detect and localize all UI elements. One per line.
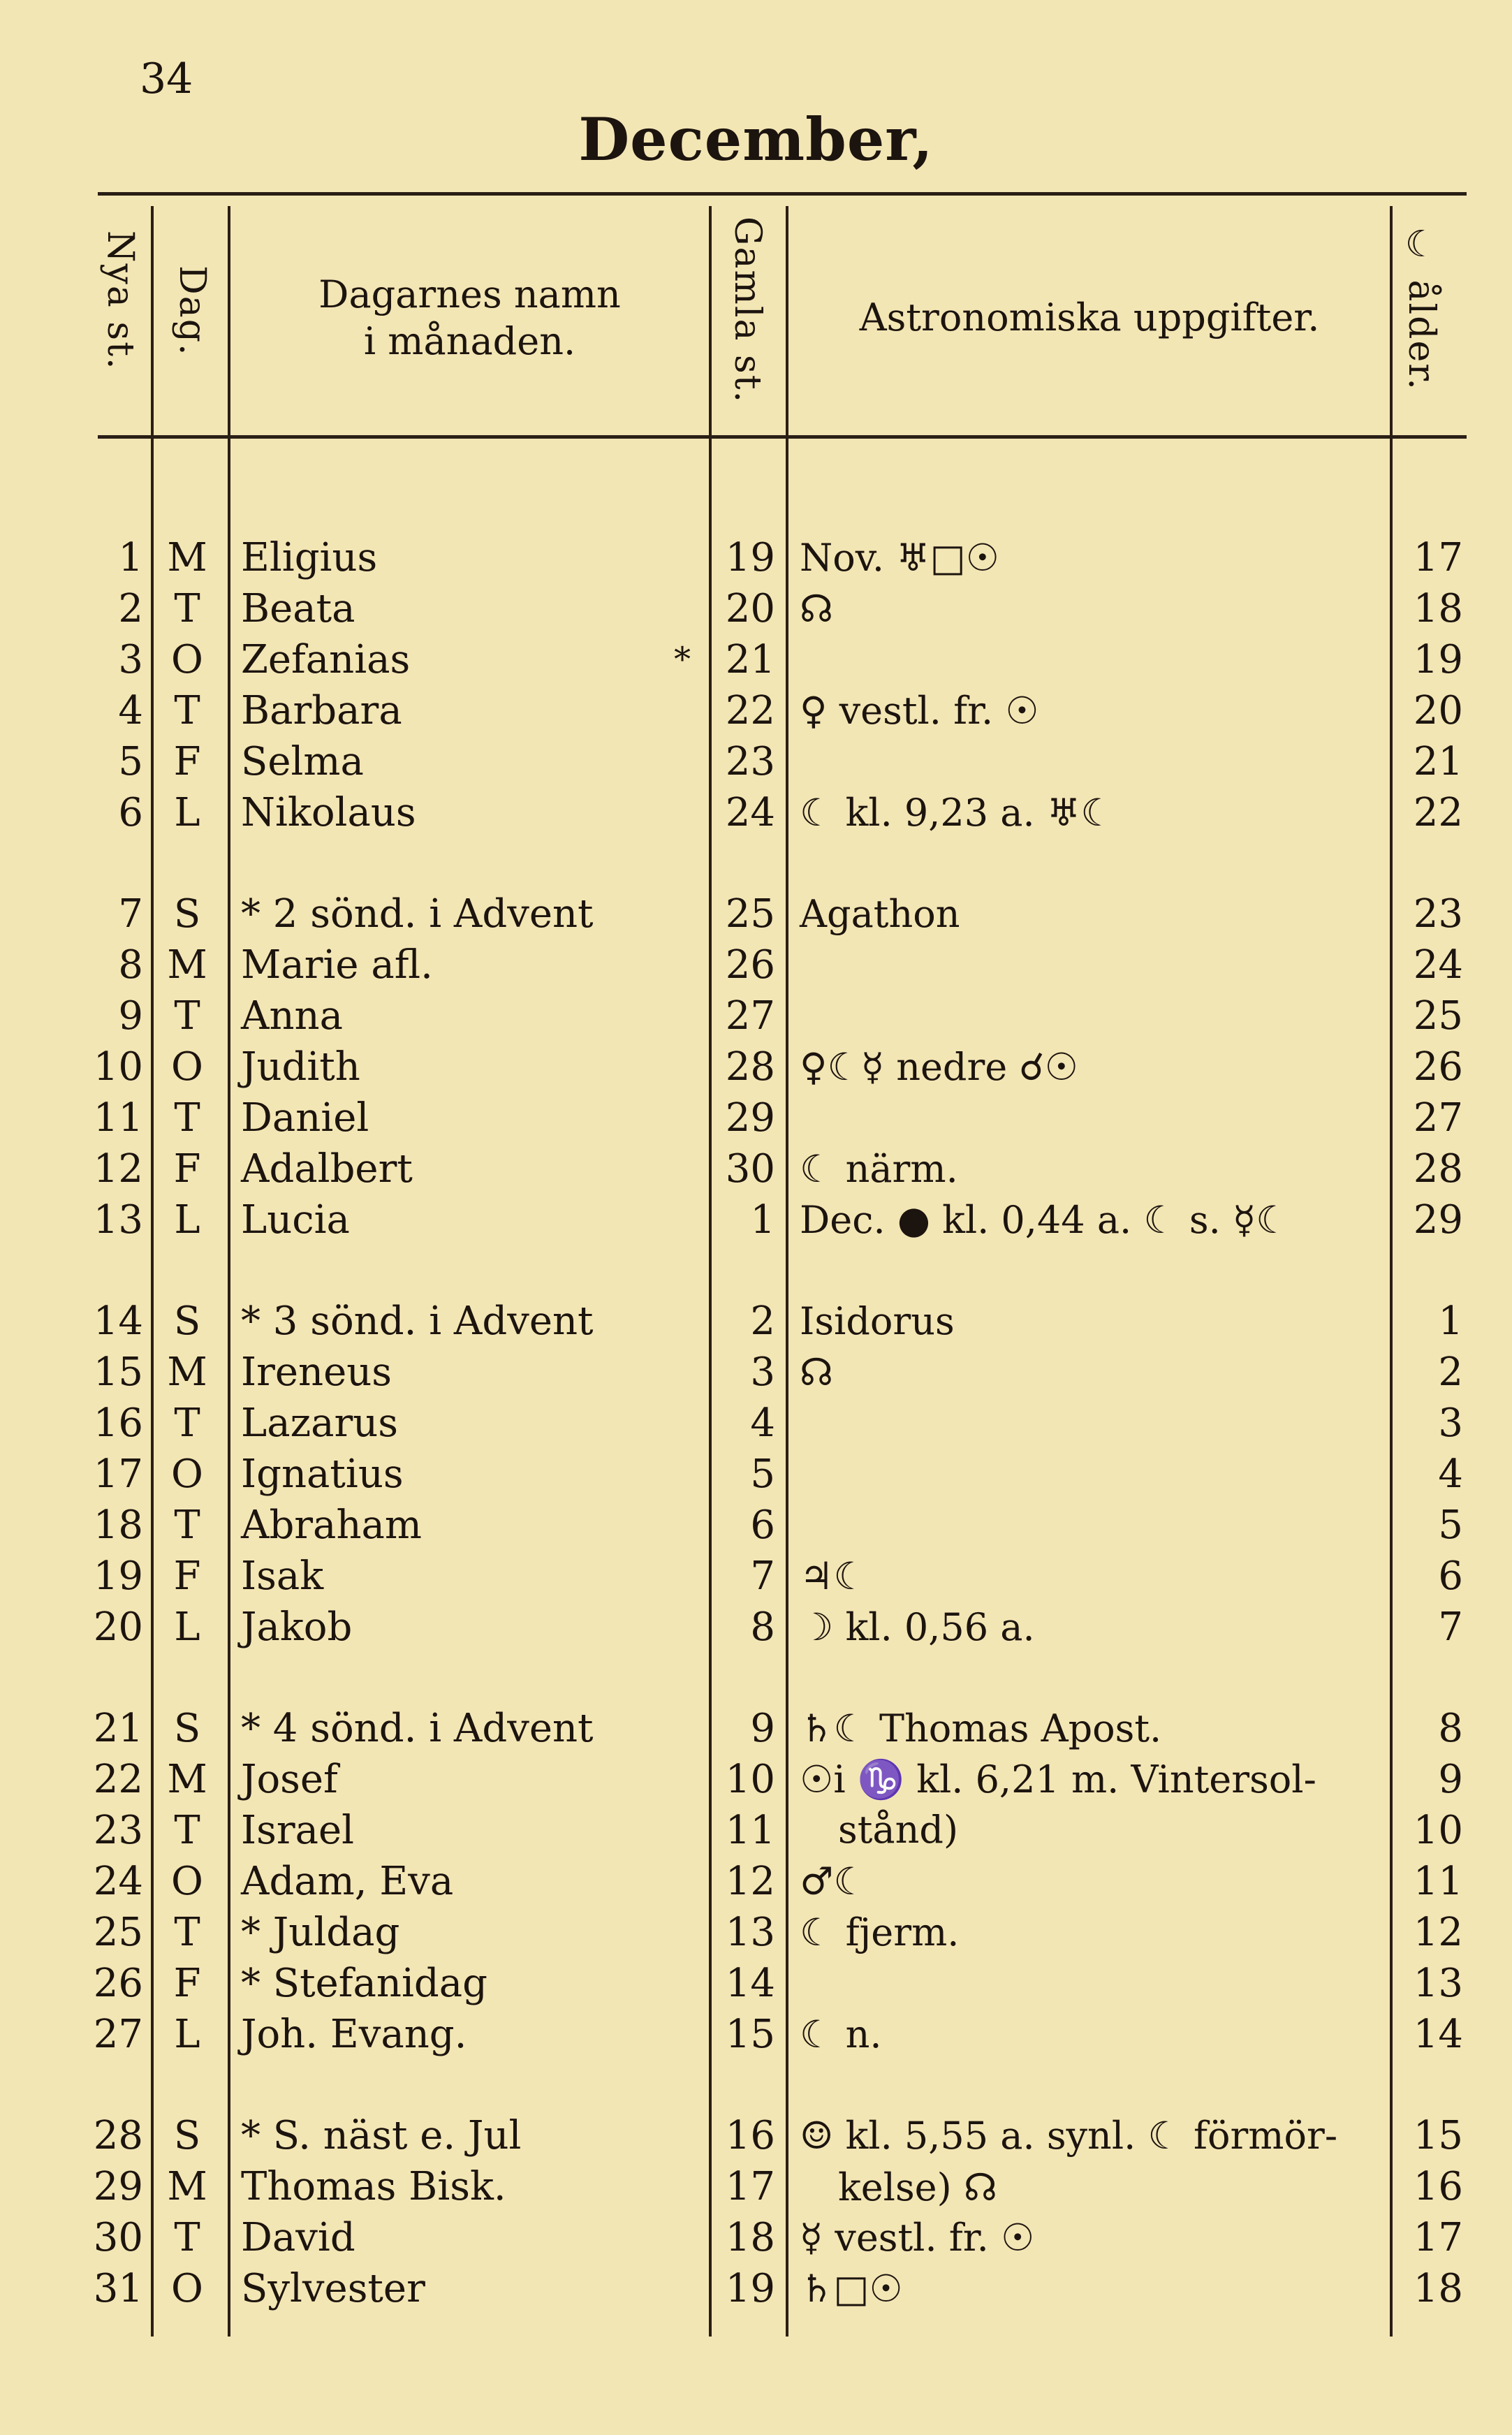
gamla-st-date: 3 [750, 1350, 775, 1395]
day-name: Selma [241, 739, 364, 784]
nya-st-date: 27 [93, 2012, 143, 2057]
table-row [0, 2110, 1512, 2161]
nya-st-date: 1 [118, 535, 143, 580]
astro-note: ♂☾ [800, 1859, 867, 1903]
moon-age: 12 [1413, 1910, 1463, 1955]
weekday-letter: T [174, 993, 200, 1039]
table-row [0, 736, 1512, 787]
moon-age: 11 [1413, 1859, 1463, 1904]
nya-st-date: 17 [93, 1452, 143, 1497]
weekday-letter: S [173, 1299, 201, 1344]
table-row [0, 1296, 1512, 1347]
weekday-letter: F [173, 1146, 201, 1192]
nya-st-date: 28 [93, 2113, 143, 2158]
day-name: Sylvester [241, 2266, 425, 2311]
gamla-st-date: 7 [750, 1553, 775, 1599]
astro-note: ♀☾☿ nedre ☌☉ [800, 1045, 1079, 1089]
moon-age: 8 [1438, 1706, 1463, 1751]
nya-st-date: 8 [118, 942, 143, 988]
weekday-letter: T [174, 1401, 200, 1446]
moon-age: 10 [1413, 1808, 1463, 1853]
weekday-letter: L [174, 1604, 200, 1650]
day-name: Joh. Evang. [241, 2012, 467, 2057]
gamla-st-date: 27 [725, 993, 775, 1039]
star-marker: * [674, 640, 691, 679]
weekday-letter: T [174, 688, 200, 733]
astro-note: ☾ n. [800, 2012, 882, 2056]
day-name: Lucia [241, 1197, 350, 1243]
moon-age: 1 [1438, 1299, 1463, 1344]
weekday-letter: T [174, 1808, 200, 1853]
gamla-st-date: 11 [725, 1808, 775, 1853]
nya-st-date: 6 [118, 790, 143, 835]
gamla-st-date: 5 [750, 1452, 775, 1497]
page-number: 34 [140, 54, 193, 103]
weekday-letter: L [174, 790, 200, 835]
gamla-st-date: 18 [725, 2215, 775, 2260]
astro-continuation-row29: kelse) ☊ [838, 2165, 997, 2209]
table-row [0, 1449, 1512, 1500]
moon-age: 14 [1413, 2012, 1463, 2057]
header-bottom-rule [98, 435, 1467, 439]
nya-st-date: 12 [93, 1146, 143, 1192]
day-name: Thomas Bisk. [241, 2164, 506, 2209]
moon-age: 7 [1438, 1604, 1463, 1650]
nya-st-date: 5 [118, 739, 143, 784]
table-row [0, 1194, 1512, 1245]
moon-age: 15 [1413, 2113, 1463, 2158]
astro-note: ☉i ♑ kl. 6,21 m. Vintersol- [800, 1757, 1316, 1801]
moon-age: 5 [1438, 1502, 1463, 1548]
table-row [0, 787, 1512, 838]
moon-age: 18 [1413, 2266, 1463, 2311]
weekday-letter: F [173, 739, 201, 784]
table-row [0, 1398, 1512, 1449]
weekday-letter: T [174, 1502, 200, 1548]
gamla-st-date: 24 [725, 790, 775, 835]
moon-age: 19 [1413, 637, 1463, 682]
nya-st-date: 14 [93, 1299, 143, 1344]
nya-st-date: 20 [93, 1604, 143, 1650]
weekday-letter: O [171, 1044, 203, 1090]
weekday-letter: L [174, 2012, 200, 2057]
moon-age: 24 [1413, 942, 1463, 988]
gamla-st-date: 16 [725, 2113, 775, 2158]
nya-st-date: 19 [93, 1553, 143, 1599]
astro-note: ☿ vestl. fr. ☉ [800, 2216, 1035, 2260]
gamla-st-date: 25 [725, 891, 775, 937]
table-row [0, 1092, 1512, 1143]
day-name: Daniel [241, 1095, 369, 1141]
nya-st-date: 26 [93, 1961, 143, 2006]
day-name: Ireneus [241, 1350, 392, 1395]
table-row [0, 1907, 1512, 1958]
table-row [0, 1856, 1512, 1907]
header-moon-age: ☾ ålder. [1400, 224, 1442, 391]
day-name: * S. näst e. Jul [241, 2113, 522, 2158]
weekday-letter: M [167, 1350, 207, 1395]
moon-age: 6 [1438, 1553, 1463, 1599]
weekday-letter: M [167, 942, 207, 988]
day-name: Isak [241, 1553, 324, 1599]
nya-st-date: 18 [93, 1502, 143, 1548]
nya-st-date: 7 [118, 891, 143, 937]
day-name: Anna [241, 993, 343, 1039]
day-name: Marie afl. [241, 942, 433, 988]
moon-age: 4 [1438, 1452, 1463, 1497]
table-row [0, 990, 1512, 1041]
header-nya-st: Nya st. [99, 231, 141, 371]
table-top-rule [98, 192, 1467, 196]
gamla-st-date: 26 [725, 942, 775, 988]
gamla-st-date: 6 [750, 1502, 775, 1548]
table-row [0, 2263, 1512, 2314]
nya-st-date: 30 [93, 2215, 143, 2260]
moon-age: 17 [1413, 2215, 1463, 2260]
day-name: Judith [241, 1044, 360, 1090]
nya-st-date: 23 [93, 1808, 143, 1853]
header-astro: Astronomiska uppgifter. [859, 295, 1320, 340]
gamla-st-date: 2 [750, 1299, 775, 1344]
day-name: Jakob [241, 1604, 353, 1650]
astro-note: ☾ kl. 9,23 a. ♅☾ [800, 791, 1115, 835]
day-name: Barbara [241, 688, 402, 733]
nya-st-date: 31 [93, 2266, 143, 2311]
table-row [0, 2161, 1512, 2212]
day-name: * Juldag [241, 1910, 400, 1955]
gamla-st-date: 17 [725, 2164, 775, 2209]
day-name: * 4 sönd. i Advent [241, 1706, 594, 1751]
table-row [0, 1958, 1512, 2009]
day-name: Zefanias [241, 637, 411, 682]
day-name: * 2 sönd. i Advent [241, 891, 594, 937]
day-name: Israel [241, 1808, 355, 1853]
weekday-letter: F [173, 1553, 201, 1599]
astro-note: ☾ fjerm. [800, 1910, 960, 1954]
weekday-letter: T [174, 586, 200, 631]
gamla-st-date: 29 [725, 1095, 775, 1141]
astro-note: ☾ närm. [800, 1147, 958, 1191]
day-name: Beata [241, 586, 355, 631]
astro-note: Agathon [800, 892, 960, 936]
astro-note: ♀ vestl. fr. ☉ [800, 689, 1039, 733]
table-row [0, 889, 1512, 939]
moon-age: 9 [1438, 1757, 1463, 1802]
nya-st-date: 29 [93, 2164, 143, 2209]
nya-st-date: 10 [93, 1044, 143, 1090]
nya-st-date: 16 [93, 1401, 143, 1446]
table-row [0, 685, 1512, 736]
moon-age: 18 [1413, 586, 1463, 631]
astro-note: ☊ [800, 587, 833, 631]
astro-note: Dec. ● kl. 0,44 a. ☾ s. ☿☾ [800, 1198, 1290, 1242]
gamla-st-date: 12 [725, 1859, 775, 1904]
gamla-st-date: 22 [725, 688, 775, 733]
weekday-letter: T [174, 2215, 200, 2260]
weekday-letter: O [171, 2266, 203, 2311]
month-title: December, [578, 105, 934, 174]
nya-st-date: 13 [93, 1197, 143, 1243]
astro-note: ☊ [800, 1350, 833, 1394]
table-row [0, 939, 1512, 990]
nya-st-date: 22 [93, 1757, 143, 1802]
moon-age: 20 [1413, 688, 1463, 733]
astro-note: ♃☾ [800, 1554, 867, 1598]
moon-age: 28 [1413, 1146, 1463, 1192]
table-row [0, 1143, 1512, 1194]
table-row [0, 1754, 1512, 1805]
moon-age: 13 [1413, 1961, 1463, 2006]
astro-note: ☽ kl. 0,56 a. [800, 1605, 1035, 1649]
day-name: David [241, 2215, 355, 2260]
weekday-letter: L [174, 1197, 200, 1243]
header-gamla-st: Gamla st. [726, 217, 768, 404]
weekday-letter: F [173, 1961, 201, 2006]
astro-note: ♄□☉ [800, 2267, 903, 2311]
moon-age: 27 [1413, 1095, 1463, 1141]
gamla-st-date: 1 [750, 1197, 775, 1243]
day-name: Ignatius [241, 1452, 404, 1497]
gamla-st-date: 21 [725, 637, 775, 682]
moon-age: 23 [1413, 891, 1463, 937]
weekday-letter: T [174, 1095, 200, 1141]
astro-note: ♄☾ Thomas Apost. [800, 1706, 1162, 1750]
astro-note: Isidorus [800, 1299, 955, 1343]
moon-age: 29 [1413, 1197, 1463, 1243]
astro-continuation-row23: stånd) [838, 1808, 959, 1852]
gamla-st-date: 20 [725, 586, 775, 631]
gamla-st-date: 19 [725, 535, 775, 580]
day-name: Nikolaus [241, 790, 416, 835]
table-row [0, 2009, 1512, 2060]
table-row [0, 1805, 1512, 1856]
gamla-st-date: 19 [725, 2266, 775, 2311]
table-row [0, 1602, 1512, 1653]
weekday-letter: O [171, 1859, 203, 1904]
moon-age: 2 [1438, 1350, 1463, 1395]
day-name: Eligius [241, 535, 378, 580]
day-name: Adam, Eva [241, 1859, 454, 1904]
gamla-st-date: 4 [750, 1401, 775, 1446]
astro-note: ☺ kl. 5,55 a. synl. ☾ förmör- [800, 2114, 1338, 2158]
weekday-letter: S [173, 1706, 201, 1751]
table-row [0, 532, 1512, 583]
gamla-st-date: 10 [725, 1757, 775, 1802]
gamla-st-date: 8 [750, 1604, 775, 1650]
table-row [0, 583, 1512, 634]
moon-age: 17 [1413, 535, 1463, 580]
gamla-st-date: 23 [725, 739, 775, 784]
weekday-letter: S [173, 891, 201, 937]
nya-st-date: 11 [93, 1095, 143, 1141]
nya-st-date: 4 [118, 688, 143, 733]
weekday-letter: T [174, 1910, 200, 1955]
gamla-st-date: 30 [725, 1146, 775, 1192]
nya-st-date: 2 [118, 586, 143, 631]
weekday-letter: O [171, 1452, 203, 1497]
day-name: Lazarus [241, 1401, 399, 1446]
moon-age: 22 [1413, 790, 1463, 835]
weekday-letter: O [171, 637, 203, 682]
gamla-st-date: 15 [725, 2012, 775, 2057]
nya-st-date: 25 [93, 1910, 143, 1955]
astro-note: Nov. ♅□☉ [800, 536, 1000, 580]
header-day-names-line1: Dagarnes namn [318, 272, 621, 316]
table-row [0, 2212, 1512, 2263]
nya-st-date: 24 [93, 1859, 143, 1904]
nya-st-date: 15 [93, 1350, 143, 1395]
weekday-letter: S [173, 2113, 201, 2158]
header-day-names [230, 203, 709, 433]
weekday-letter: M [167, 1757, 207, 1802]
moon-age: 16 [1413, 2164, 1463, 2209]
gamla-st-date: 28 [725, 1044, 775, 1090]
moon-age: 26 [1413, 1044, 1463, 1090]
day-name: Josef [241, 1757, 338, 1802]
table-row [0, 634, 1512, 685]
nya-st-date: 21 [93, 1706, 143, 1751]
table-row [0, 1551, 1512, 1602]
nya-st-date: 3 [118, 637, 143, 682]
moon-age: 21 [1413, 739, 1463, 784]
day-name: * Stefanidag [241, 1961, 487, 2006]
table-row [0, 1041, 1512, 1092]
nya-st-date: 9 [118, 993, 143, 1039]
weekday-letter: M [167, 535, 207, 580]
gamla-st-date: 14 [725, 1961, 775, 2006]
day-name: Adalbert [241, 1146, 413, 1192]
moon-age: 3 [1438, 1401, 1463, 1446]
gamla-st-date: 13 [725, 1910, 775, 1955]
day-name: Abraham [241, 1502, 422, 1548]
table-row [0, 1703, 1512, 1754]
moon-age: 25 [1413, 993, 1463, 1039]
table-row [0, 1347, 1512, 1398]
header-dag: Dag. [171, 265, 213, 357]
day-name: * 3 sönd. i Advent [241, 1299, 594, 1344]
weekday-letter: M [167, 2164, 207, 2209]
table-row [0, 1500, 1512, 1551]
gamla-st-date: 9 [750, 1706, 775, 1751]
header-day-names-line2: i månaden. [363, 319, 576, 363]
